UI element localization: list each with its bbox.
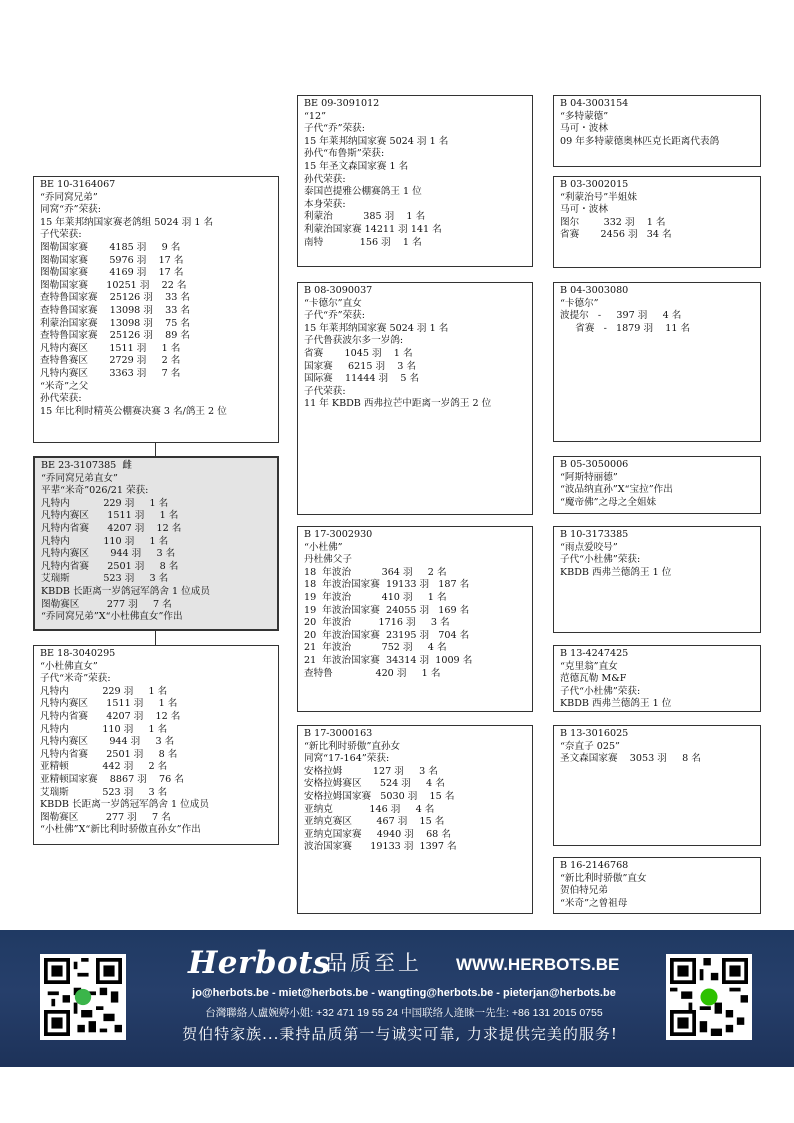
pedigree-text-line: 利蒙治 385 羽 1 名 bbox=[304, 211, 426, 223]
ring-number: B 04-3003080 bbox=[560, 285, 629, 296]
ring-number: B 16-2146768 bbox=[560, 860, 629, 871]
pedigree-text-line: 查特鲁国家赛 13098 羽 33 名 bbox=[40, 304, 190, 316]
pedigree-box-grandsire-sire bbox=[297, 95, 533, 267]
pedigree-text-line: 查特鲁国家赛 25126 羽 89 名 bbox=[40, 330, 190, 342]
pedigree-box-ggd-2 bbox=[553, 456, 761, 514]
pedigree-box-ggs-4 bbox=[553, 725, 761, 846]
pedigree-text-line: “米奇”之曾祖母 bbox=[560, 897, 628, 909]
pedigree-text-line: 图勒国家赛 10251 羽 22 名 bbox=[40, 279, 187, 291]
pedigree-text-line: “米奇”之父 bbox=[40, 380, 89, 392]
pedigree-text-line: 凡特内赛区 944 羽 3 名 bbox=[40, 736, 175, 748]
pedigree-text-line: 凡特内 110 羽 1 名 bbox=[40, 723, 168, 735]
pedigree-text-line: 波治国家赛 19133 羽 1397 名 bbox=[304, 841, 457, 853]
pedigree-text-line: 子代鲁获波尔多一岁鸽: bbox=[304, 335, 404, 347]
pedigree-text-line: 国际赛 11444 羽 5 名 bbox=[304, 373, 420, 385]
pedigree-text-line: 孙代“布鲁斯”荣获: bbox=[304, 148, 385, 160]
ring-number: BE 23-3107385 雌 bbox=[41, 460, 132, 471]
brand-row bbox=[188, 946, 628, 980]
pedigree-text-line: 南特 156 羽 1 名 bbox=[304, 236, 422, 248]
qr-code-icon bbox=[44, 958, 122, 1036]
pedigree-text-line: 子代“小杜佛”荣获: bbox=[560, 685, 641, 697]
ring-number: B 08-3090037 bbox=[304, 285, 373, 296]
pedigree-text-line: 15 年莱邦纳国家赛 5024 羽 1 名 bbox=[304, 135, 449, 147]
pedigree-text-line: 利蒙治国家赛 14211 羽 141 名 bbox=[304, 223, 442, 235]
pedigree-text-line: “奈直子 025” bbox=[560, 740, 620, 752]
pedigree-text-line: 图勒国家赛 5976 羽 17 名 bbox=[40, 254, 184, 266]
pedigree-text-line: 艾瑞斯 523 羽 3 名 bbox=[40, 786, 168, 798]
pedigree-text-line: 图勒赛区 277 羽 7 名 bbox=[41, 598, 172, 610]
ring-number: BE 10-3164067 bbox=[40, 179, 116, 190]
ring-number: B 04-3003154 bbox=[560, 98, 629, 109]
pedigree-text-line: KBDB 西弗兰德鸽王 1 位 bbox=[560, 566, 672, 578]
pedigree-text-line: 安格拉姆赛区 524 羽 4 名 bbox=[304, 778, 445, 790]
pedigree-box-sire bbox=[33, 176, 279, 443]
pedigree-text-line: KBDB 长距离一岁鸽冠军鸽舍 1 位成员 bbox=[40, 799, 209, 811]
pedigree-box-dam bbox=[33, 645, 279, 845]
pedigree-text-line: “小杜佛”X“新比利时骄傲直孙女”作出 bbox=[40, 824, 201, 836]
pedigree-text-line: “乔同窝兄弟” bbox=[40, 191, 98, 203]
pedigree-text-line: 20 年波治国家赛 23195 羽 704 名 bbox=[304, 629, 470, 641]
pedigree-box-grandsire-dam bbox=[297, 526, 533, 712]
pedigree-text-line: 凡特内 110 羽 1 名 bbox=[41, 535, 169, 547]
pedigree-box-ggd-1 bbox=[553, 176, 761, 268]
ring-number: B 03-3002015 bbox=[560, 179, 629, 190]
pedigree-text-line: 同窝“17-164”荣获: bbox=[304, 753, 390, 765]
pedigree-box-granddam-dam bbox=[297, 725, 533, 914]
pedigree-text-line: “魔帝佛”之母之全姐妹 bbox=[560, 496, 657, 508]
pedigree-text-line: 凡特内省赛 4207 羽 12 名 bbox=[41, 522, 182, 534]
ring-number: BE 18-3040295 bbox=[40, 648, 116, 659]
pedigree-text-line: 凡特内 229 羽 1 名 bbox=[41, 497, 169, 509]
pedigree-text-line: 丹杜佛父子 bbox=[304, 554, 352, 566]
pedigree-text-line: 省赛 - 1879 羽 11 名 bbox=[560, 322, 691, 334]
line-qr-code[interactable] bbox=[40, 954, 126, 1040]
email-links[interactable]: jo@herbots.be - miet@herbots.be - wangting@herbots.be - pieterjan@herbots.be bbox=[192, 987, 616, 999]
pedigree-box-granddam-sire bbox=[297, 282, 533, 515]
pedigree-text-line: “波品纳直孙”X“宝拉”作出 bbox=[560, 484, 673, 496]
pedigree-text-line: 凡特内省赛 2501 羽 8 名 bbox=[41, 560, 179, 572]
pedigree-text-line: 21 年波治国家赛 34314 羽 1009 名 bbox=[304, 654, 473, 666]
pedigree-text-line: 18 年波治 364 羽 2 名 bbox=[304, 566, 447, 578]
pedigree-text-line: “多特蒙德” bbox=[560, 110, 609, 122]
ring-number: BE 09-3091012 bbox=[304, 98, 380, 109]
pedigree-text-line: 图勒赛区 277 羽 7 名 bbox=[40, 811, 171, 823]
pedigree-box-ggd-3 bbox=[553, 645, 761, 712]
pedigree-text-line: 安格拉姆国家赛 5030 羽 15 名 bbox=[304, 790, 455, 802]
pedigree-text-line: “12” bbox=[304, 110, 327, 122]
pedigree-text-line: 马可・波林 bbox=[560, 123, 608, 135]
brand-slogan: 品质至上 bbox=[326, 951, 422, 975]
pedigree-text-line: “乔同窝兄弟直女” bbox=[41, 472, 118, 484]
pedigree-text-line: 凡特内省赛 2501 羽 8 名 bbox=[40, 748, 178, 760]
pedigree-text-line: 亚纳克国家赛 4940 羽 68 名 bbox=[304, 828, 451, 840]
footer-banner bbox=[0, 930, 794, 1067]
ring-number: B 13-3016025 bbox=[560, 728, 629, 739]
pedigree-text-line: “克里翁”直女 bbox=[560, 660, 618, 672]
contact-phones: 台灣聯絡人盧婉婷小姐: +32 471 19 55 24 中国联络人逄睐一先生: +86 131 2015 0755 bbox=[205, 1007, 603, 1019]
herbots-logo: Herbots bbox=[188, 945, 331, 981]
pedigree-text-line: 凡特内赛区 1511 羽 1 名 bbox=[40, 698, 178, 710]
pedigree-text-line: 查特鲁 420 羽 1 名 bbox=[304, 667, 441, 679]
pedigree-text-line: 图勒国家赛 4169 羽 17 名 bbox=[40, 267, 184, 279]
pedigree-text-line: 15 年圣文森国家赛 1 名 bbox=[304, 160, 409, 172]
pedigree-text-line: 马可・波林 bbox=[560, 204, 608, 216]
pedigree-text-line: 15 年比利时精英公棚赛决赛 3 名/鸽王 2 位 bbox=[40, 405, 227, 417]
pedigree-text-line: KBDB 长距离一岁鸽冠军鸽舍 1 位成员 bbox=[41, 585, 210, 597]
pedigree-text-line: 20 年波治 1716 羽 3 名 bbox=[304, 617, 450, 629]
pedigree-text-line: 查特鲁国家赛 25126 羽 33 名 bbox=[40, 292, 190, 304]
pedigree-box-ggs-1 bbox=[553, 95, 761, 167]
pedigree-text-line: “卡德尔”直女 bbox=[304, 297, 362, 309]
ring-number: B 17-3002930 bbox=[304, 529, 373, 540]
pedigree-text-line: 亚纳克 146 羽 4 名 bbox=[304, 803, 435, 815]
connector-line bbox=[155, 443, 156, 456]
pedigree-text-line: 凡特内 229 羽 1 名 bbox=[40, 685, 168, 697]
pedigree-text-line: 亚精顿 442 羽 2 名 bbox=[40, 761, 168, 773]
pedigree-text-line: “小杜佛直女” bbox=[40, 660, 98, 672]
pedigree-text-line: 圣文森国家赛 3053 羽 8 名 bbox=[560, 753, 701, 765]
pedigree-text-line: 省赛 1045 羽 1 名 bbox=[304, 347, 413, 359]
ring-number: B 17-3000163 bbox=[304, 728, 373, 739]
pedigree-text-line: 子代“乔”荣获: bbox=[304, 310, 366, 322]
wechat-qr-code[interactable] bbox=[666, 954, 752, 1040]
pedigree-text-line: 图勒国家赛 4185 羽 9 名 bbox=[40, 241, 181, 253]
pedigree-box-ggs-3 bbox=[553, 526, 761, 633]
pedigree-text-line: 省赛 2456 羽 34 名 bbox=[560, 229, 672, 241]
pedigree-text-line: 安格拉姆 127 羽 3 名 bbox=[304, 765, 438, 777]
pedigree-text-line: 查特鲁赛区 2729 羽 2 名 bbox=[40, 355, 181, 367]
pedigree-text-line: 本身荣获: bbox=[304, 198, 346, 210]
ring-number: B 13-4247425 bbox=[560, 648, 629, 659]
pedigree-text-line: 范德瓦勒 M&F bbox=[560, 673, 627, 685]
pedigree-text-line: 亚纳克赛区 467 羽 15 名 bbox=[304, 816, 445, 828]
pedigree-text-line: 凡特内赛区 944 羽 3 名 bbox=[41, 548, 176, 560]
pedigree-text-line: 子代“乔”荣获: bbox=[304, 123, 366, 135]
pedigree-text-line: “卡德尔” bbox=[560, 297, 599, 309]
pedigree-text-line: “新比利时骄傲”直孙女 bbox=[304, 740, 401, 752]
pedigree-text-line: 凡特内赛区 3363 羽 7 名 bbox=[40, 367, 181, 379]
pedigree-text-line: 11 年 KBDB 西弗拉芒中距离一岁鸽王 2 位 bbox=[304, 398, 492, 410]
qr-code-icon bbox=[670, 958, 748, 1036]
pedigree-text-line: “利蒙治号”半姐妹 bbox=[560, 191, 637, 203]
website-link[interactable]: WWW.HERBOTS.BE bbox=[456, 955, 620, 974]
pedigree-text-line: 19 年波治 410 羽 1 名 bbox=[304, 591, 447, 603]
pedigree-text-line: 波提尔 - 397 羽 4 名 bbox=[560, 310, 682, 322]
pedigree-text-line: 同窝“乔”荣获: bbox=[40, 204, 102, 216]
pedigree-box-subject bbox=[33, 456, 279, 631]
pedigree-text-line: 子代“小杜佛”荣获: bbox=[560, 554, 641, 566]
pedigree-text-line: 艾瑞斯 523 羽 3 名 bbox=[41, 573, 169, 585]
pedigree-text-line: 21 年波治 752 羽 4 名 bbox=[304, 642, 447, 654]
ring-number: B 10-3173385 bbox=[560, 529, 629, 540]
pedigree-text-line: 凡特内省赛 4207 羽 12 名 bbox=[40, 710, 181, 722]
pedigree-text-line: 凡特内赛区 1511 羽 1 名 bbox=[40, 342, 181, 354]
ring-number: B 05-3050006 bbox=[560, 459, 629, 470]
pedigree-text-line: 凡特内赛区 1511 羽 1 名 bbox=[41, 510, 179, 522]
pedigree-text-line: “雨点爱咬号” bbox=[560, 541, 618, 553]
pedigree-text-line: 子代荣获: bbox=[304, 385, 346, 397]
pedigree-text-line: 19 年波治国家赛 24055 羽 169 名 bbox=[304, 604, 470, 616]
footer-tagline: 贺伯特家族...秉持品质第一与诚实可靠, 力求提供完美的服务! bbox=[182, 1025, 618, 1043]
pedigree-text-line: 平辈“米奇”026/21 荣获: bbox=[41, 485, 149, 497]
pedigree-text-line: 09 年多特蒙德奥林匹克长距离代表鸽 bbox=[560, 135, 720, 147]
pedigree-text-line: 18 年波治国家赛 19133 羽 187 名 bbox=[304, 579, 470, 591]
pedigree-text-line: 亚精顿国家赛 8867 羽 76 名 bbox=[40, 773, 184, 785]
pedigree-text-line: “小杜佛” bbox=[304, 541, 343, 553]
pedigree-box-ggs-2 bbox=[553, 282, 761, 442]
pedigree-text-line: 贺伯特兄弟 bbox=[560, 885, 608, 897]
pedigree-text-line: 泰国芭提雅公棚赛鸽王 1 位 bbox=[304, 186, 422, 198]
pedigree-text-line: 国家赛 6215 羽 3 名 bbox=[304, 360, 417, 372]
pedigree-text-line: 15 年莱邦纳国家赛老鸽组 5024 羽 1 名 bbox=[40, 216, 214, 228]
pedigree-text-line: “乔同窝兄弟”X“小杜佛直女”作出 bbox=[41, 611, 183, 623]
pedigree-text-line: 孙代荣获: bbox=[40, 393, 82, 405]
pedigree-text-line: 子代“米奇”荣获: bbox=[40, 673, 111, 685]
pedigree-text-line: “阿斯特丽德” bbox=[560, 471, 618, 483]
pedigree-text-line: “新比利时骄傲”直女 bbox=[560, 872, 647, 884]
connector-line bbox=[155, 631, 156, 645]
pedigree-text-line: 孙代荣获: bbox=[304, 173, 346, 185]
pedigree-box-ggd-4 bbox=[553, 857, 761, 914]
pedigree-text-line: 图尔 332 羽 1 名 bbox=[560, 216, 666, 228]
pedigree-text-line: KBDB 西弗兰德鸽王 1 位 bbox=[560, 698, 672, 710]
pedigree-text-line: 子代荣获: bbox=[40, 229, 82, 241]
pedigree-text-line: 利蒙治国家赛 13098 羽 75 名 bbox=[40, 317, 190, 329]
pedigree-text-line: 15 年莱邦纳国家赛 5024 羽 1 名 bbox=[304, 322, 449, 334]
